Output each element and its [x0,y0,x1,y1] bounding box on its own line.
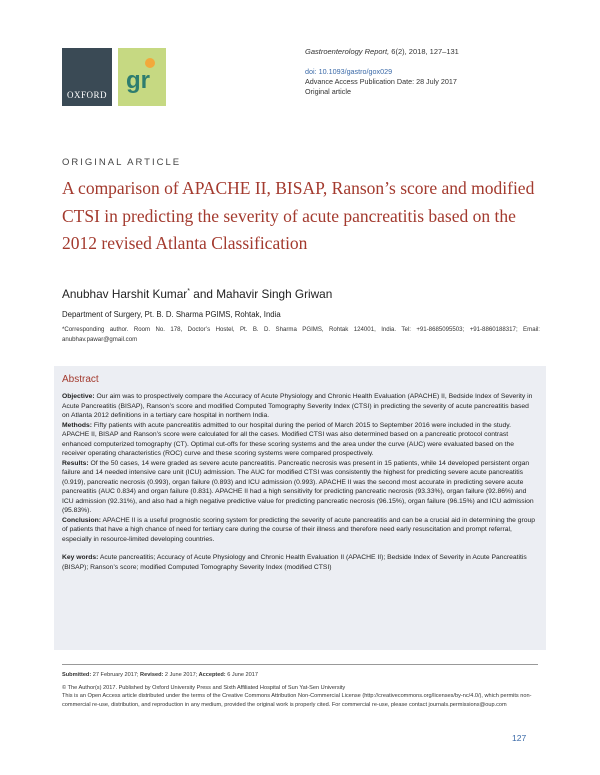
footer-divider [62,664,538,665]
accepted-date: 6 June 2017 [225,672,259,678]
correspondence: *Corresponding author. Room No. 178, Doctor’s Hostel, Pt. B. D. Sharma PGIMS, Rohtak 124001, India. Tel: +91-8685095503; +91-8860188317; Email: anubhav.pawar@gmail.com [62,326,540,343]
revised-label: Revised: [138,672,164,678]
journal-logo-icon [122,54,162,100]
abstract-objective [62,392,538,421]
article-type: Original article [305,87,351,96]
oxford-logo [62,48,112,106]
keywords-label: Key words: [62,554,99,561]
submitted-label: Submitted: [62,672,92,678]
results-text: Of the 50 cases, 14 were graded as severe acute pancreatitis. Pancreatic necrosis was present in 15 patients, while 14 developed persistent organ failure and 14 needed intensive care unit (ICU) admission. The AUC for modified CTSI was consistently the highest for predicting severe acute pancreatitis (0.919), pancreatic necrosis (0.993), organ failure (0.893) and ICU admission (0.993). APACHE II was the second most accurate in predicting severe acute pancreatitis (AUC 0.834) and organ failure (0.831). APACHE II had a high sensitivity for predicting pancreatic necrosis (93.33%), organ failure (92.86%) and ICU admission (92.31%), and also had a high negative predictive value for predicting pancreatic necrosis (96.15%), organ failure (96.15%) and ICU admission (95.83%). [62,459,534,514]
journal-citation-name: Gastroenterology Report, [305,47,390,56]
results-label: Results: [62,459,89,467]
methods-text: Fifty patients with acute pancreatitis admitted to our hospital during the period of March 2015 to September 2016 were included in the study. APACHE II, BISAP and Ranson’s score were calculated for all the cases. Modified CTSI was also determined based on a pancreatic protocol contrast enhanced computerized tomography (CT). Optimal cut-offs for these scoring systems and the area under the curve (AUC) were evaluated based on the receiver operating characteristics (ROC) curve and these scoring systems were compared prospectively. [62,421,514,457]
journal-citation-volume: 6(2), 2018, 127–131 [389,47,459,56]
affiliation: Department of Surgery, Pt. B. D. Sharma PGIMS, Rohtak, India [62,310,281,319]
doi-link[interactable]: doi: 10.1093/gastro/gox029 [305,67,393,76]
article-label: ORIGINAL ARTICLE [62,157,182,168]
access-date: Advance Access Publication Date: 28 July 2017 [305,77,457,86]
authors [62,287,332,301]
article-title: A comparison of APACHE II, BISAP, Ranson’s score and modified CTSI in predicting the severity of acute pancreatitis based on the 2012 revised Atlanta Classification [62,178,535,253]
oxford-logo-text: OXFORD [66,90,107,100]
accepted-label: Accepted: [197,672,226,678]
keywords-text: Acute pancreatitis; Accuracy of Acute Physiology and Chronic Health Evaluation II (APACHE II); Bedside Index of Severity in Acute Pancreatitis (BISAP); Ranson’s score; modified Computed Tomography Severity Index (modified CTSI) [62,554,527,571]
author-rest[interactable]: and Mahavir Singh Griwan [189,287,333,301]
footer [62,671,542,709]
corresponding-marker: * [187,288,190,296]
conclusion-label: Conclusion: [62,516,101,524]
copyright: © The Author(s) 2017. Published by Oxford University Press and Sixth Affiliated Hospital of Sun Yat-Sen University [62,684,346,691]
abstract-conclusion [62,516,538,545]
journal-citation [305,47,565,57]
objective-text: Our aim was to prospectively compare the Accuracy of Acute Physiology and Chronic Health Evaluation (APACHE) II, Bedside Index of Severity in Acute Pancreatitis (BISAP), Ranson’s score and modified Computed Tomography Severity Index (CTSI) in predicting the severity of acute pancreatitis based on Atlanta 2012 definitions in a tertiary care hospital in northern India. [62,393,533,419]
abstract-results [62,459,538,516]
abstract-body [62,392,538,572]
journal-info [305,47,565,97]
submitted-date: 27 February 2017; [91,672,139,678]
page-number: 127 [512,733,527,743]
revised-date: 2 June 2017; [163,672,198,678]
article-dates [62,671,542,680]
conclusion-text: APACHE II is a useful prognostic scoring system for predicting the severity of acute pancreatitis and can be a crucial aid in determining the group of patients that have a high chance of need for tertiary care during the course of their illness and therefore need early resuscitation and prompt referral, especially in resource-limited developing countries. [62,516,535,543]
author-first[interactable]: Anubhav Harshit Kumar [62,287,188,301]
license: This is an Open Access article distributed under the terms of the Creative Commons Attribution Non-Commercial License (http://creativecommons.org/licenses/by-nc/4.0/), which permits non-commercial re-use, distribution, and reproduction in any medium, provided the original work is properly cited. For commercial re-use, please contact journals.permissions@oup.com [62,693,532,708]
methods-label: Methods: [62,421,92,429]
journal-logo-monogram: gr [126,67,150,94]
abstract-methods [62,421,538,459]
journal-logo [118,48,166,106]
objective-label: Objective: [62,393,95,400]
keywords [62,553,538,572]
abstract-heading: Abstract [62,374,99,385]
